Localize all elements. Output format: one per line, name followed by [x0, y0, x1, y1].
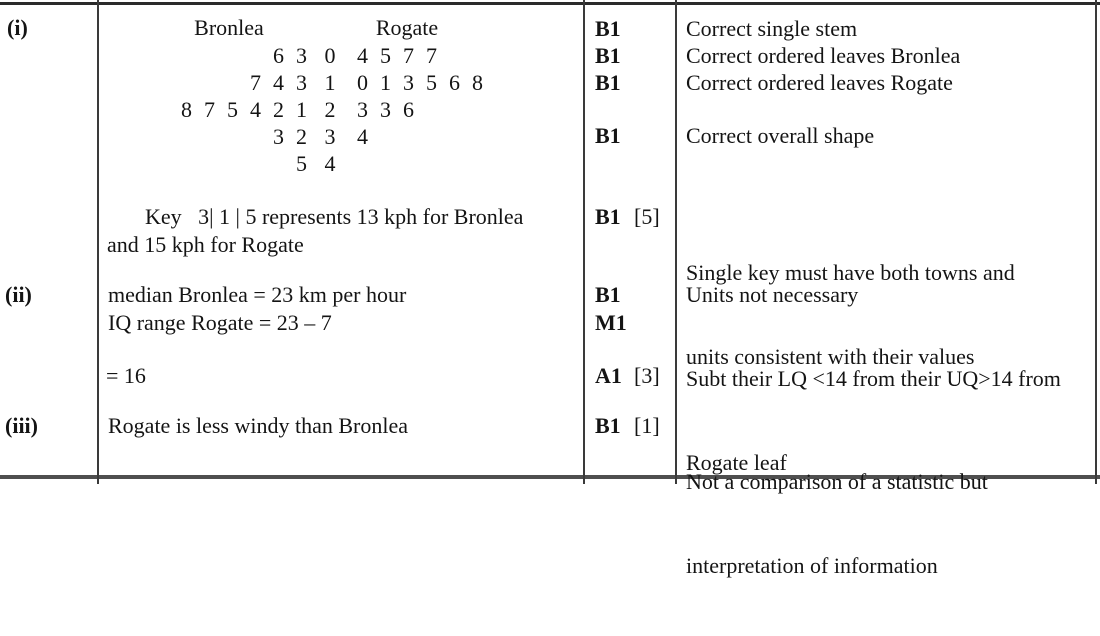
note-units: Units not necessary: [686, 282, 859, 307]
note-iq-line-1: Subt their LQ <14 from their UQ>14 from: [686, 366, 1061, 391]
part-label-ii: (ii): [5, 282, 32, 307]
note-iii: [686, 412, 988, 636]
key-line-2: and 15 kph for Rogate: [107, 232, 304, 257]
note-iii-line-1: Not a comparison of a statistic but: [686, 469, 988, 494]
mark-iq: M1: [595, 310, 627, 335]
stem-value: 4: [324, 151, 336, 176]
mark-median: B1: [595, 282, 621, 307]
rogate-leaves: 4 5 7 7: [357, 43, 437, 68]
stemleaf-row: [97, 96, 583, 123]
stem-and-leaf-diagram: [97, 42, 583, 177]
rogate-leaves: 3 3 6: [357, 97, 414, 122]
stemleaf-row: [97, 150, 583, 177]
note-leaves-rogate: Correct ordered leaves Rogate: [686, 70, 953, 95]
stem-value: 1: [324, 70, 336, 95]
note-iii-line-2: interpretation of information: [686, 553, 938, 578]
bronlea-leaves: 5: [296, 151, 307, 176]
key-line-1: Key 3| 1 | 5 represents 13 kph for Bronlea: [145, 204, 524, 229]
iq-range-statement: IQ range Rogate = 23 – 7: [108, 310, 332, 335]
median-statement: median Bronlea = 23 km per hour: [108, 282, 407, 307]
mark-result-row: [595, 362, 660, 389]
part-label-i: (i): [7, 15, 28, 40]
mark-iii-row: [595, 412, 660, 439]
mark-shape: B1: [595, 123, 621, 148]
mark-stem: B1: [595, 16, 621, 41]
note-key-line-1: Single key must have both towns and: [686, 260, 1015, 285]
mark-key-total: [5]: [634, 204, 660, 229]
table-top-border: [0, 2, 1100, 5]
mark-iii: B1: [595, 413, 621, 438]
stemleaf-header-rogate: Rogate: [375, 15, 439, 40]
table-right-border: [1095, 0, 1097, 484]
mark-leaves-rogate: B1: [595, 70, 621, 95]
mark-ii-total: [3]: [634, 363, 660, 388]
stemleaf-header-bronlea: Bronlea: [194, 15, 264, 40]
iq-result: = 16: [106, 363, 146, 388]
stemleaf-row: [97, 123, 583, 150]
bronlea-leaves: 8 7 5 4 2 1: [181, 97, 307, 122]
note-shape: Correct overall shape: [686, 123, 875, 148]
part-iii-answer: Rogate is less windy than Bronlea: [108, 413, 409, 438]
note-key-line-2: units consistent with their values: [686, 344, 975, 369]
rogate-leaves: 0 1 3 5 6 8: [357, 70, 483, 95]
mark-key: B1: [595, 204, 621, 229]
bronlea-leaves: 6 3: [273, 43, 307, 68]
note-stem: Correct single stem: [686, 16, 858, 41]
part-label-iii: (iii): [5, 413, 38, 438]
column-divider-marks: [583, 0, 585, 484]
bronlea-leaves: 3 2: [273, 124, 307, 149]
stem-value: 2: [324, 97, 336, 122]
stem-value: 0: [324, 43, 336, 68]
stemleaf-row: [97, 69, 583, 96]
note-leaves-bronlea: Correct ordered leaves Bronlea: [686, 43, 961, 68]
mark-key-row: [595, 203, 660, 230]
column-divider-notes: [675, 0, 677, 484]
note-iq-line-2: Rogate leaf: [686, 450, 787, 475]
bronlea-leaves: 7 4 3: [250, 70, 307, 95]
rogate-leaves: [353, 150, 583, 177]
mark-leaves-bronlea: B1: [595, 43, 621, 68]
stem-value: 3: [324, 124, 336, 149]
mark-result: A1: [595, 363, 622, 388]
stemleaf-row: [97, 42, 583, 69]
rogate-leaves: 4: [357, 124, 368, 149]
mark-iii-total: [1]: [634, 413, 660, 438]
